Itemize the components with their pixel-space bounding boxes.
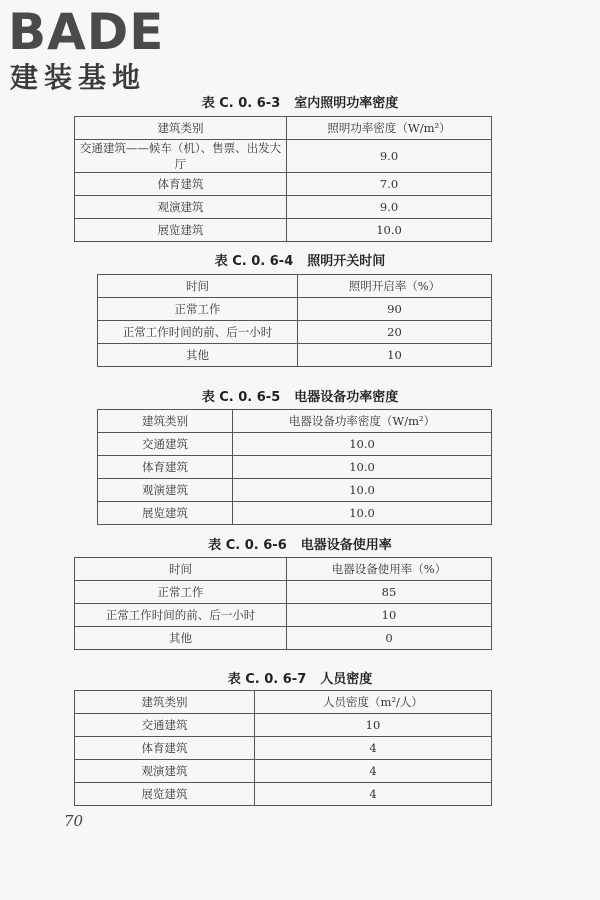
- table-caption-c065: [0, 386, 600, 405]
- table-cell: 正常工作: [75, 581, 287, 604]
- table-cell: 其他: [98, 344, 298, 367]
- table-row: [98, 502, 492, 525]
- table-cell: 展览建筑: [75, 783, 255, 806]
- table-occupant-density: [74, 690, 492, 806]
- table-lighting-power-density: [74, 116, 492, 242]
- table-cell: 展览建筑: [75, 219, 287, 242]
- table-cell: 10: [298, 344, 492, 367]
- logo-subtitle: 建装基地: [10, 61, 147, 94]
- table-number: 表 C. 0. 6-5: [201, 390, 281, 405]
- table-cell: 10: [255, 714, 492, 737]
- logo-brand-text: BADE: [8, 3, 165, 61]
- table-title: 电器设备使用率: [300, 538, 392, 553]
- table-header-cell: 电器设备功率密度（W/m²）: [233, 410, 492, 433]
- table-cell: 正常工作时间的前、后一小时: [75, 604, 287, 627]
- table-cell: 10.0: [233, 502, 492, 525]
- table-header-row: [98, 275, 492, 298]
- table-cell: 10: [287, 604, 492, 627]
- table-caption-c067: [0, 668, 600, 687]
- table-row: [75, 140, 492, 173]
- table-row: [98, 298, 492, 321]
- table-header-cell: 照明开启率（%）: [298, 275, 492, 298]
- table-caption-c063: [0, 92, 600, 111]
- table-cell: 9.0: [287, 140, 492, 173]
- brand-logo: [8, 3, 178, 96]
- table-number: 表 C. 0. 6-3: [201, 96, 281, 111]
- table-equipment-usage-rate: [74, 557, 492, 650]
- table-header-row: [75, 117, 492, 140]
- table-row: [98, 456, 492, 479]
- table-number: 表 C. 0. 6-7: [227, 672, 307, 687]
- table-cell: 10.0: [233, 479, 492, 502]
- table-row: [75, 714, 492, 737]
- table-title: 室内照明功率密度: [294, 96, 399, 111]
- page-number: 70: [64, 812, 84, 830]
- table-caption-c064: [0, 250, 600, 269]
- table-cell: 交通建筑——候车（机）、售票、出发大厅: [75, 140, 287, 173]
- table-header-row: [98, 410, 492, 433]
- table-lighting-switch-time: [97, 274, 492, 367]
- table-row: [98, 479, 492, 502]
- table-row: [98, 321, 492, 344]
- table-cell: 7.0: [287, 173, 492, 196]
- table-cell: 体育建筑: [75, 173, 287, 196]
- table-header-row: [75, 558, 492, 581]
- table-header-cell: 人员密度（m²/人）: [255, 691, 492, 714]
- table-row: [75, 783, 492, 806]
- table-header-cell: 时间: [98, 275, 298, 298]
- table-title: 电器设备功率密度: [294, 390, 399, 405]
- table-row: [98, 344, 492, 367]
- table-cell: 体育建筑: [75, 737, 255, 760]
- table-header-cell: 时间: [75, 558, 287, 581]
- table-cell: 20: [298, 321, 492, 344]
- table-row: [75, 760, 492, 783]
- table-row: [98, 433, 492, 456]
- table-cell: 正常工作: [98, 298, 298, 321]
- table-cell: 4: [255, 783, 492, 806]
- table-cell: 体育建筑: [98, 456, 233, 479]
- table-cell: 观演建筑: [75, 760, 255, 783]
- table-number: 表 C. 0. 6-4: [214, 254, 294, 269]
- table-cell: 展览建筑: [98, 502, 233, 525]
- table-cell: 交通建筑: [75, 714, 255, 737]
- table-row: [75, 581, 492, 604]
- table-row: [75, 604, 492, 627]
- table-title: 人员密度: [320, 672, 373, 687]
- table-cell: 其他: [75, 627, 287, 650]
- table-cell: 交通建筑: [98, 433, 233, 456]
- table-number: 表 C. 0. 6-6: [208, 538, 287, 553]
- table-row: [75, 627, 492, 650]
- table-header-cell: 建筑类别: [98, 410, 233, 433]
- table-title: 照明开关时间: [307, 254, 386, 269]
- table-cell: 10.0: [287, 219, 492, 242]
- table-row: [75, 196, 492, 219]
- table-row: [75, 173, 492, 196]
- table-caption-c066: [0, 534, 600, 553]
- table-header-row: [75, 691, 492, 714]
- table-cell: 85: [287, 581, 492, 604]
- table-header-cell: 建筑类别: [75, 117, 287, 140]
- table-cell: 90: [298, 298, 492, 321]
- table-cell: 9.0: [287, 196, 492, 219]
- table-equipment-power-density: [97, 409, 492, 525]
- table-cell: 10.0: [233, 456, 492, 479]
- table-row: [75, 219, 492, 242]
- table-cell: 4: [255, 760, 492, 783]
- table-header-cell: 照明功率密度（W/m²）: [287, 117, 492, 140]
- table-cell: 观演建筑: [98, 479, 233, 502]
- table-cell: 观演建筑: [75, 196, 287, 219]
- table-cell: 10.0: [233, 433, 492, 456]
- table-header-cell: 建筑类别: [75, 691, 255, 714]
- table-cell: 正常工作时间的前、后一小时: [98, 321, 298, 344]
- table-cell: 4: [255, 737, 492, 760]
- table-header-cell: 电器设备使用率（%）: [287, 558, 492, 581]
- table-row: [75, 737, 492, 760]
- table-cell: 0: [287, 627, 492, 650]
